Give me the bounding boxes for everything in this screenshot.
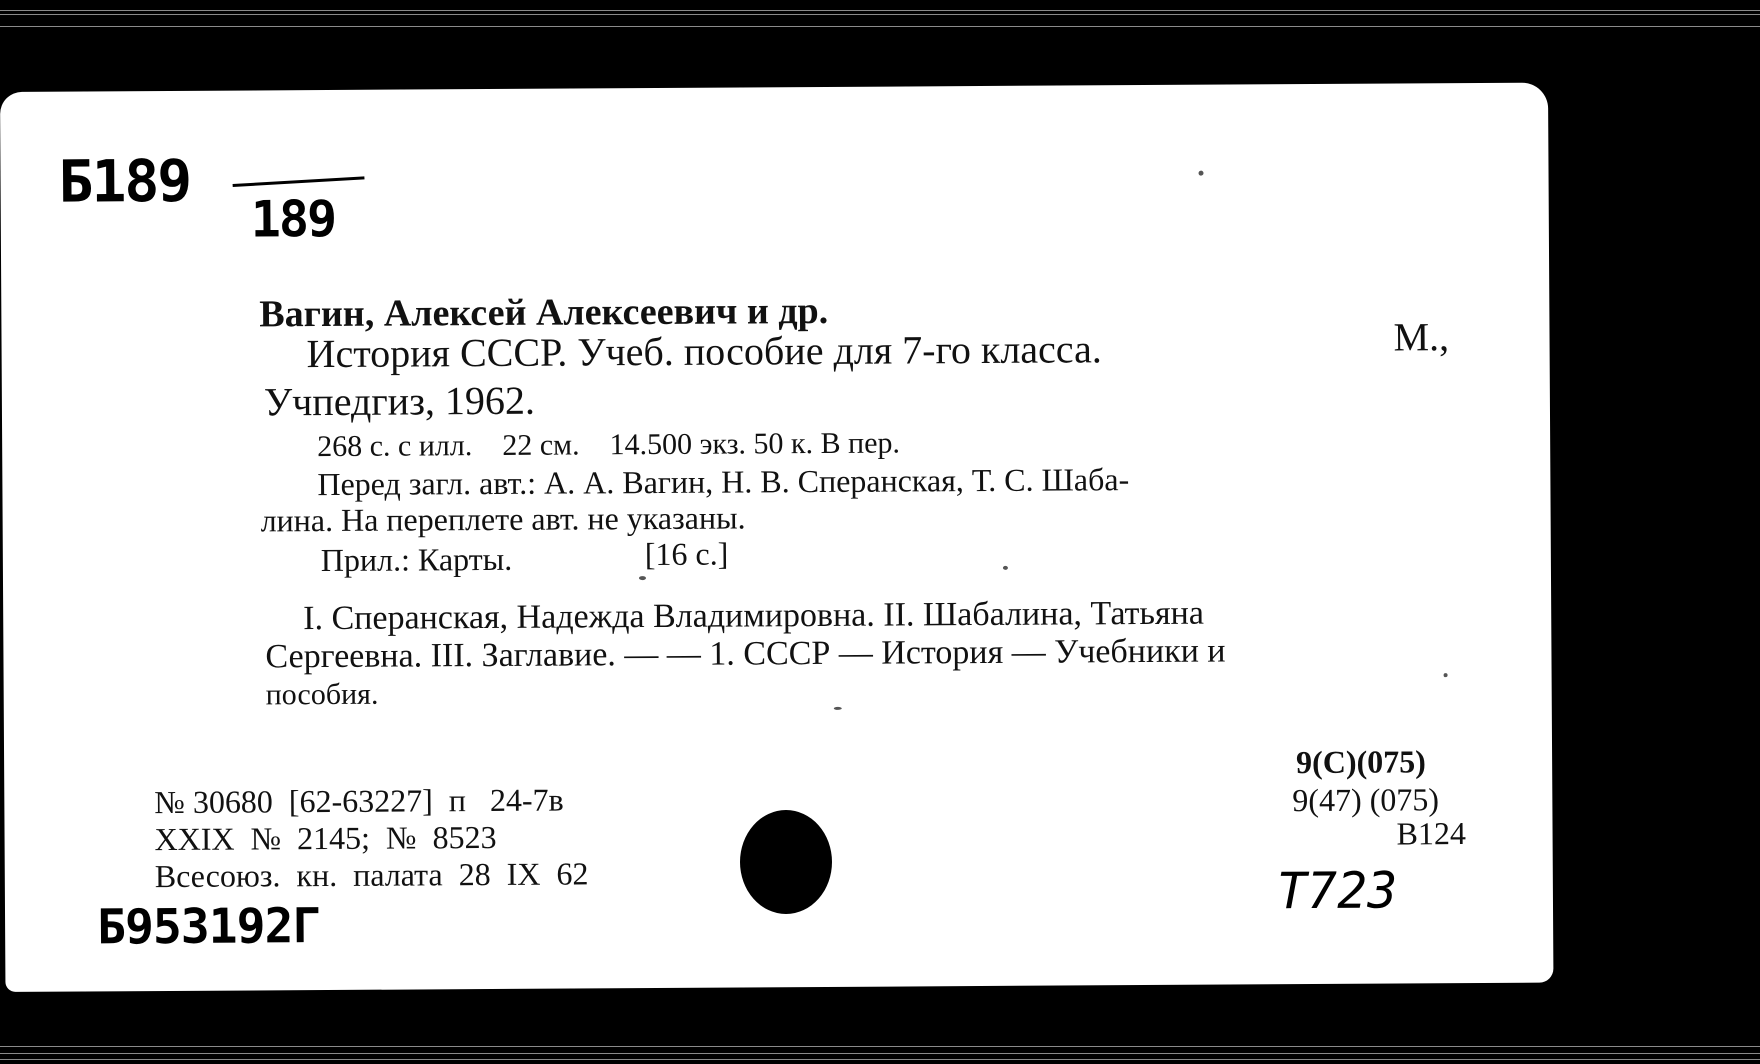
scan-edge-line <box>0 1053 1760 1054</box>
handwritten-code: Т723 <box>1276 861 1398 921</box>
card-tracing: пособия. <box>265 677 379 712</box>
handwritten-shelf-subcode: 189 <box>250 189 336 249</box>
card-tracing: I. Сперанская, Надежда Владимировна. II. Шабалина, Татьяна <box>303 594 1205 638</box>
card-place: М., <box>1393 314 1450 360</box>
card-title: История СССР. Учеб. пособие для 7-го класса. <box>306 326 1102 377</box>
card-note: Перед загл. авт.: А. А. Вагин, Н. В. Сперанская, Т. С. Шаба- <box>317 461 1130 503</box>
scan-edge-line <box>0 26 1760 27</box>
dust-speck <box>1444 673 1448 677</box>
card-classification: 9(С)(075) <box>1296 743 1426 781</box>
card-classification: В124 <box>1396 815 1467 852</box>
scan-edge-line <box>0 1046 1760 1047</box>
card-physical-description: 268 с. с илл. 22 см. 14.500 экз. 50 к. В пер. <box>317 426 901 464</box>
dust-speck <box>639 576 646 580</box>
card-tracing: Сергеевна. III. Заглавие. — — 1. СССР — История — Учебники и <box>265 632 1226 676</box>
card-author: Вагин, Алексей Алексеевич и др. <box>259 289 829 336</box>
dust-speck <box>1199 171 1204 176</box>
card-note: лина. На переплете авт. не указаны. <box>260 499 746 539</box>
handwritten-inventory-number: Б953192Г <box>96 898 321 956</box>
card-record-number: Всесоюз. кн. палата 28 IX 62 <box>154 855 589 895</box>
punch-hole <box>740 810 832 914</box>
card-record-number: № 30680 [62-63227] п 24-7в <box>154 781 564 821</box>
scan-edge-line <box>0 10 1760 11</box>
card-publisher: Учпедгиз, 1962. <box>263 377 536 425</box>
card-appendix-pages: [16 с.] <box>644 535 729 573</box>
scan-edge-line <box>0 14 1760 15</box>
handwritten-shelf-code: Б189 <box>58 146 191 216</box>
card-appendix: Прил.: Карты. <box>320 540 513 579</box>
card-classification: 9(47) (075) <box>1292 781 1440 819</box>
dust-speck <box>834 707 842 710</box>
dust-speck <box>1003 566 1008 570</box>
card-record-number: XXIX № 2145; № 8523 <box>154 818 497 858</box>
scan-edge-line <box>0 1059 1760 1060</box>
handwritten-fraction-line <box>233 176 365 187</box>
